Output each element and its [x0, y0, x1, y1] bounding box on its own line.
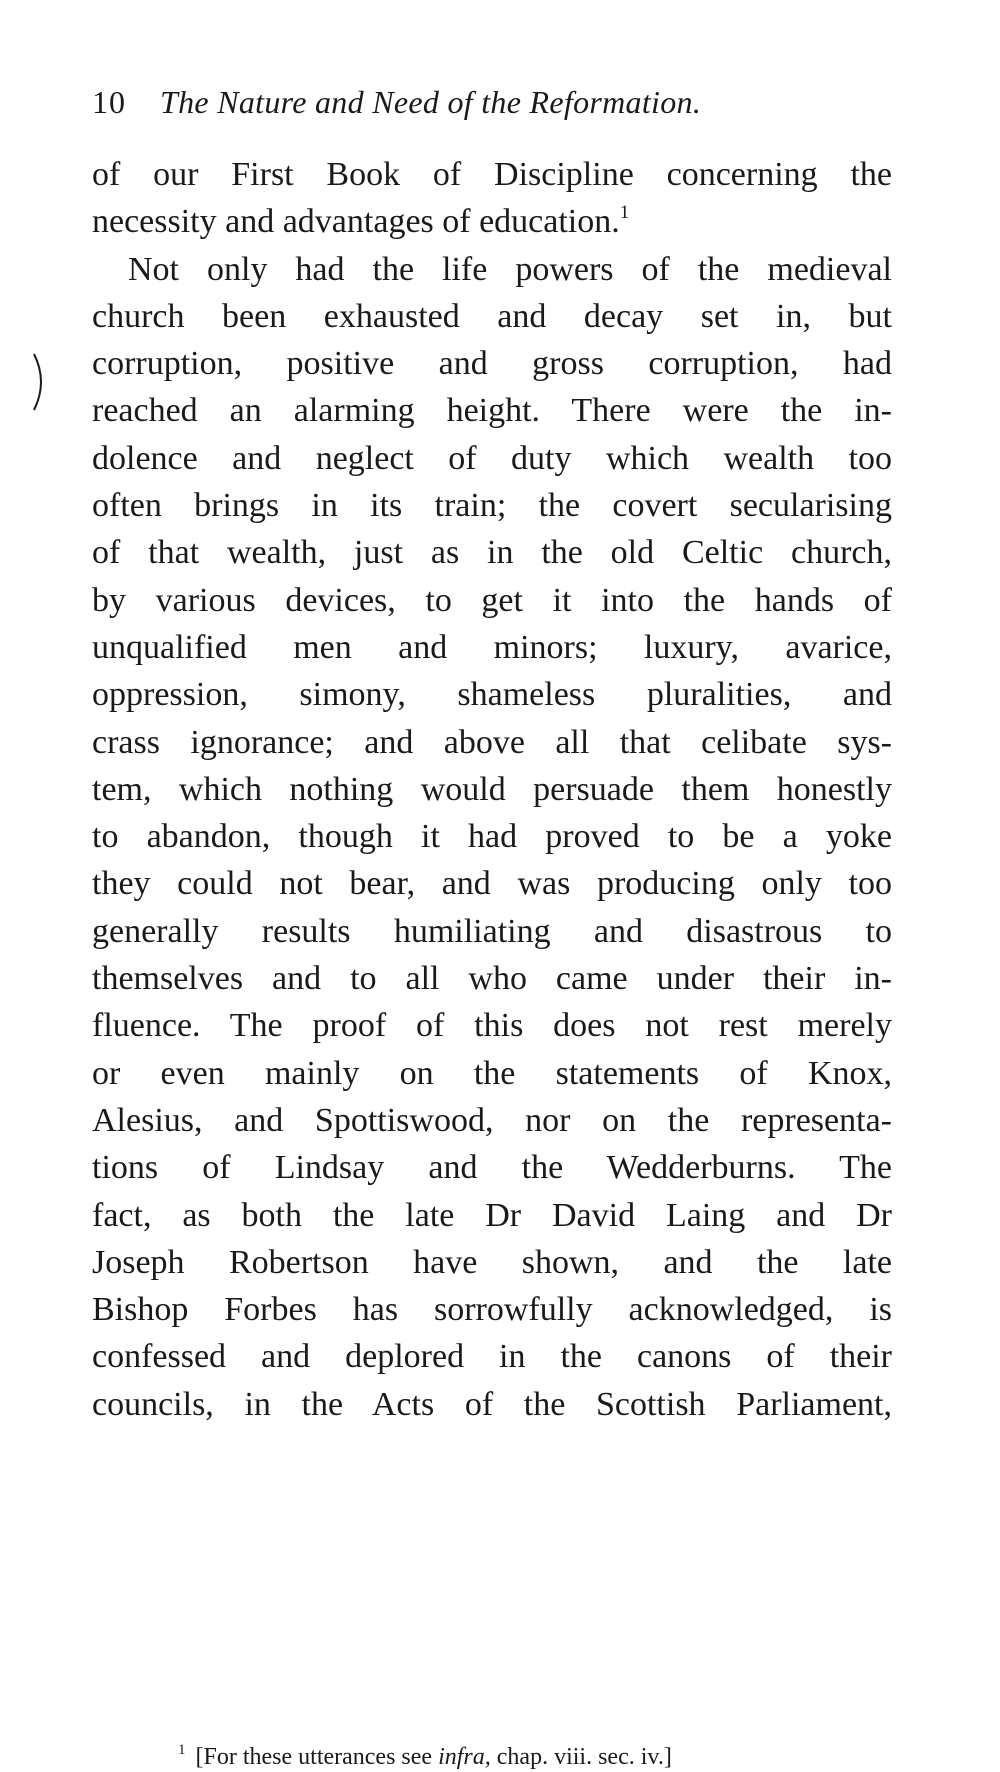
- text-line-content: necessity and advantages of education.: [92, 203, 620, 241]
- text-line: [92, 198, 892, 245]
- text-line: of that wealth, just as in the old Celtic church,: [92, 534, 892, 572]
- text-line: councils, in the Acts of the Scottish Parliament,: [92, 1385, 892, 1423]
- text-line: fact, as both the late Dr David Laing and Dr: [92, 1196, 892, 1234]
- footnote-marker: 1: [178, 1742, 186, 1758]
- text-line: of our First Book of Discipline concerning the: [92, 156, 892, 193]
- text-line: reached an alarming height. There were the in-: [92, 392, 892, 430]
- text-line: to abandon, though it had proved to be a yoke: [92, 818, 892, 856]
- footnote-italic: infra,: [438, 1744, 491, 1770]
- text-line: Not only had the life powers of the medieval: [128, 250, 892, 288]
- text-line: tem, which nothing would persuade them honestly: [92, 770, 892, 808]
- text-line: or even mainly on the statements of Knox,: [92, 1054, 892, 1092]
- running-title: The Nature and Need of the Reformation.: [160, 84, 702, 120]
- text-line: corruption, positive and gross corruption, had: [92, 345, 892, 383]
- text-line: generally results humiliating and disastrous to: [92, 912, 892, 950]
- text-line: church been exhausted and decay set in, but: [92, 297, 892, 335]
- text-line: oppression, simony, shameless pluralities, and: [92, 676, 892, 714]
- text-line: confessed and deplored in the canons of their: [92, 1338, 892, 1376]
- margin-bracket-mark: [30, 352, 50, 412]
- body-text: [92, 151, 892, 1428]
- text-line: Joseph Robertson have shown, and the late: [92, 1243, 892, 1281]
- text-line: they could not bear, and was producing only too: [92, 865, 892, 903]
- text-line: dolence and neglect of duty which wealth too: [92, 439, 892, 477]
- text-line: Bishop Forbes has sorrowfully acknowledged, is: [92, 1291, 892, 1329]
- footnote-reference: 1: [619, 202, 630, 224]
- text-line: often brings in its train; the covert secularising: [92, 487, 892, 525]
- running-head: [92, 82, 892, 122]
- text-line: crass ignorance; and above all that celibate sys-: [92, 723, 892, 761]
- footnote: [178, 1742, 898, 1772]
- text-line: unqualified men and minors; luxury, avarice,: [92, 628, 892, 666]
- text-line: Alesius, and Spottiswood, nor on the representa-: [92, 1101, 892, 1139]
- footnote-text-before: [For these utterances see: [195, 1744, 433, 1770]
- text-line: tions of Lindsay and the Wedderburns. The: [92, 1149, 892, 1187]
- page-number: 10: [92, 84, 126, 120]
- footnote-text-after: chap. viii. sec. iv.]: [496, 1744, 672, 1770]
- text-line: themselves and to all who came under their in-: [92, 960, 892, 998]
- text-line: fluence. The proof of this does not rest merely: [92, 1007, 892, 1045]
- text-line: by various devices, to get it into the hands of: [92, 581, 892, 619]
